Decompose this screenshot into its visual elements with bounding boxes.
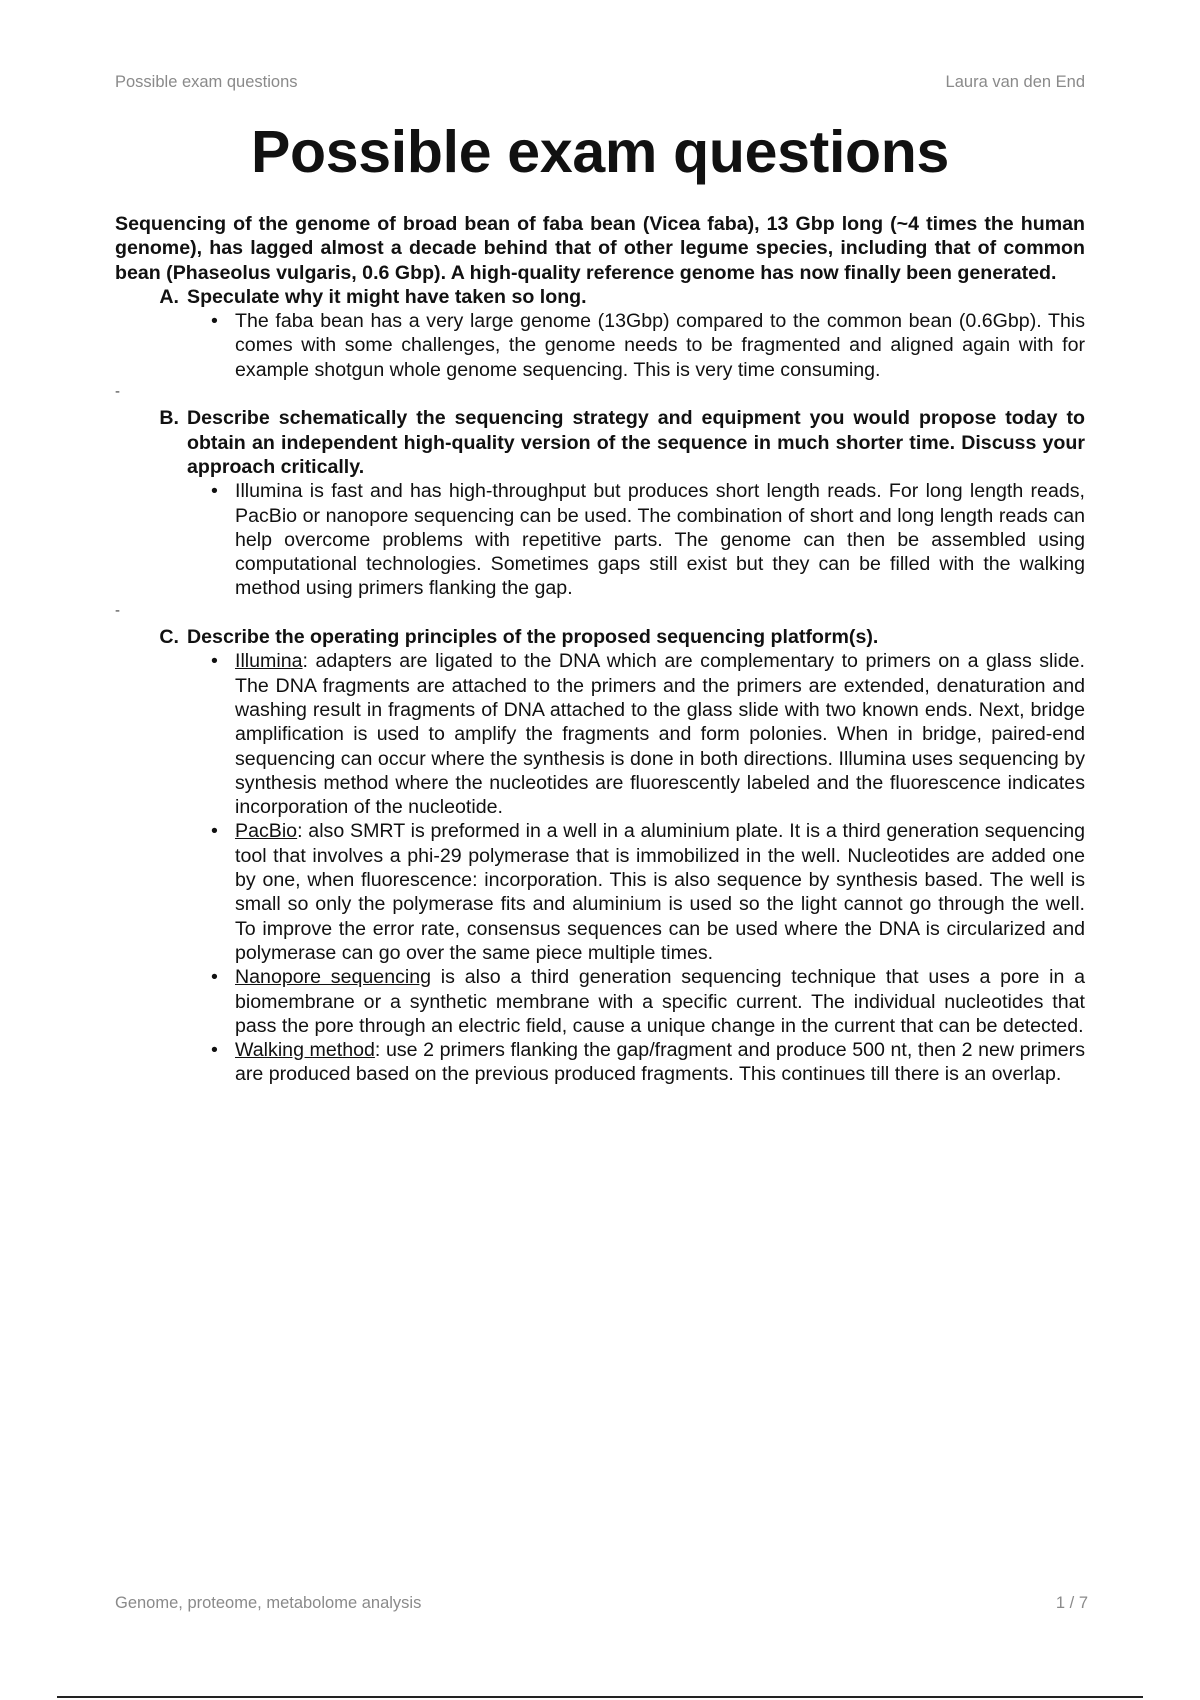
answer-text: The faba bean has a very large genome (13Gbp) compared to the common bean (0.6Gbp). This comes with some challenges, the genome needs to be fragmented and aligned again with for example shotgun whole genome sequencing. This is very time consuming. — [235, 310, 1085, 381]
separator-mark: - — [115, 601, 120, 619]
answer-item-illumina — [211, 649, 1085, 819]
answer-text: is also a third generation sequencing technique that uses a pore in a biomembrane or a synthetic membrane with a specific current. The individual nucleotides that pass the pore through an electric field, cause a unique change in the current that can be detected. — [235, 966, 1086, 1037]
page-title: Possible exam questions — [250, 119, 950, 185]
question-a — [115, 285, 1085, 309]
answer-term: Walking method — [235, 1039, 375, 1062]
separator — [115, 382, 1085, 406]
bullet-icon: • — [211, 650, 218, 673]
answer-item — [211, 479, 1085, 600]
intro-paragraph: Sequencing of the genome of broad bean of faba bean (Vicea faba), 13 Gbp long (~4 times the human genome), has lagged almost a decade behind that of other legume species, including that of common bean (Phaseolus vulgaris, 0.6 Gbp). A high-quality reference genome has now finally been generated. — [115, 213, 1085, 284]
answer-item-nanopore — [211, 965, 1086, 1038]
page-footer — [115, 1594, 1088, 1613]
question-text: Describe the operating principles of the proposed sequencing platform(s). — [187, 626, 879, 649]
bullet-icon: • — [211, 820, 218, 843]
page-number: 1 / 7 — [1055, 1594, 1088, 1612]
document-body — [115, 212, 1085, 1087]
answer-text: : use 2 primers flanking the gap/fragment and produce 500 nt, then 2 new primers are produced based on the previous produced fragments. This continues till there is an overlap. — [235, 1039, 1085, 1086]
answer-text: Illumina is fast and has high-throughput but produces short length reads. For long length reads, PacBio or nanopore sequencing can be used. The combination of short and long length reads can help overcome problems with repetitive parts. The genome can then be assembled using computational technologies. Sometimes gaps still exist but they can be filled with the walking method using primers flanking the gap. — [235, 480, 1085, 600]
question-text: Describe schematically the sequencing strategy and equipment you would propose today to obtain an independent high-quality version of the sequence in much shorter time. Discuss your approach critically. — [187, 407, 1085, 478]
answer-term: Illumina — [235, 650, 303, 673]
answer-term: PacBio — [235, 820, 298, 843]
separator-mark: - — [115, 383, 120, 401]
bullet-icon: • — [211, 480, 218, 503]
answer-text: : adapters are ligated to the DNA which are complementary to primers on a glass slide. The DNA fragments are attached to the primers and the primers are extended, denaturation and washing result in fragments of DNA attached to the glass slide with two known ends. Next, bridge amplification is used to amplify the fragments and form polonies. When in bridge, paired-end sequencing can occur where the synthesis is done in both directions. Illumina uses sequencing by synthesis method where the nucleotides are fluorescently labeled and the fluorescence indicates incorporation of the nucleotide. — [235, 650, 1085, 819]
answer-item-walking — [211, 1038, 1085, 1087]
answer-item — [211, 309, 1085, 382]
answer-list-a — [115, 309, 1085, 382]
bullet-icon: • — [211, 966, 218, 989]
bullet-icon: • — [211, 310, 218, 333]
answer-list-b — [115, 479, 1085, 600]
question-b — [115, 406, 1085, 479]
question-letter: C. — [159, 626, 179, 649]
page-header — [115, 73, 1085, 92]
answer-item-pacbio — [211, 819, 1085, 965]
answer-term: Nanopore sequencing — [235, 966, 432, 989]
footer-left: Genome, proteome, metabolome analysis — [115, 1594, 422, 1612]
question-letter: B. — [159, 407, 179, 430]
question-c — [115, 625, 1085, 649]
header-left: Possible exam questions — [115, 73, 298, 91]
header-right: Laura van den End — [945, 73, 1085, 91]
question-letter: A. — [159, 285, 179, 308]
bullet-icon: • — [211, 1039, 218, 1062]
answer-list-c — [115, 649, 1085, 1086]
question-text: Speculate why it might have taken so long. — [187, 285, 587, 308]
separator — [115, 601, 1085, 625]
answer-text: : also SMRT is preformed in a well in a aluminium plate. It is a third generation sequencing tool that involves a phi-29 polymerase that is immobilized in the well. Nucleotides are added one by one, when fluorescence: incorporation. This is also sequence by synthesis based. The well is small so only the polymerase fits and aluminium is used so the light cannot go through the well. To improve the error rate, consensus sequences can be used where the DNA is circularized and polymerase can go over the same piece multiple times. — [235, 820, 1085, 964]
page-bottom-rule — [57, 1696, 1143, 1698]
